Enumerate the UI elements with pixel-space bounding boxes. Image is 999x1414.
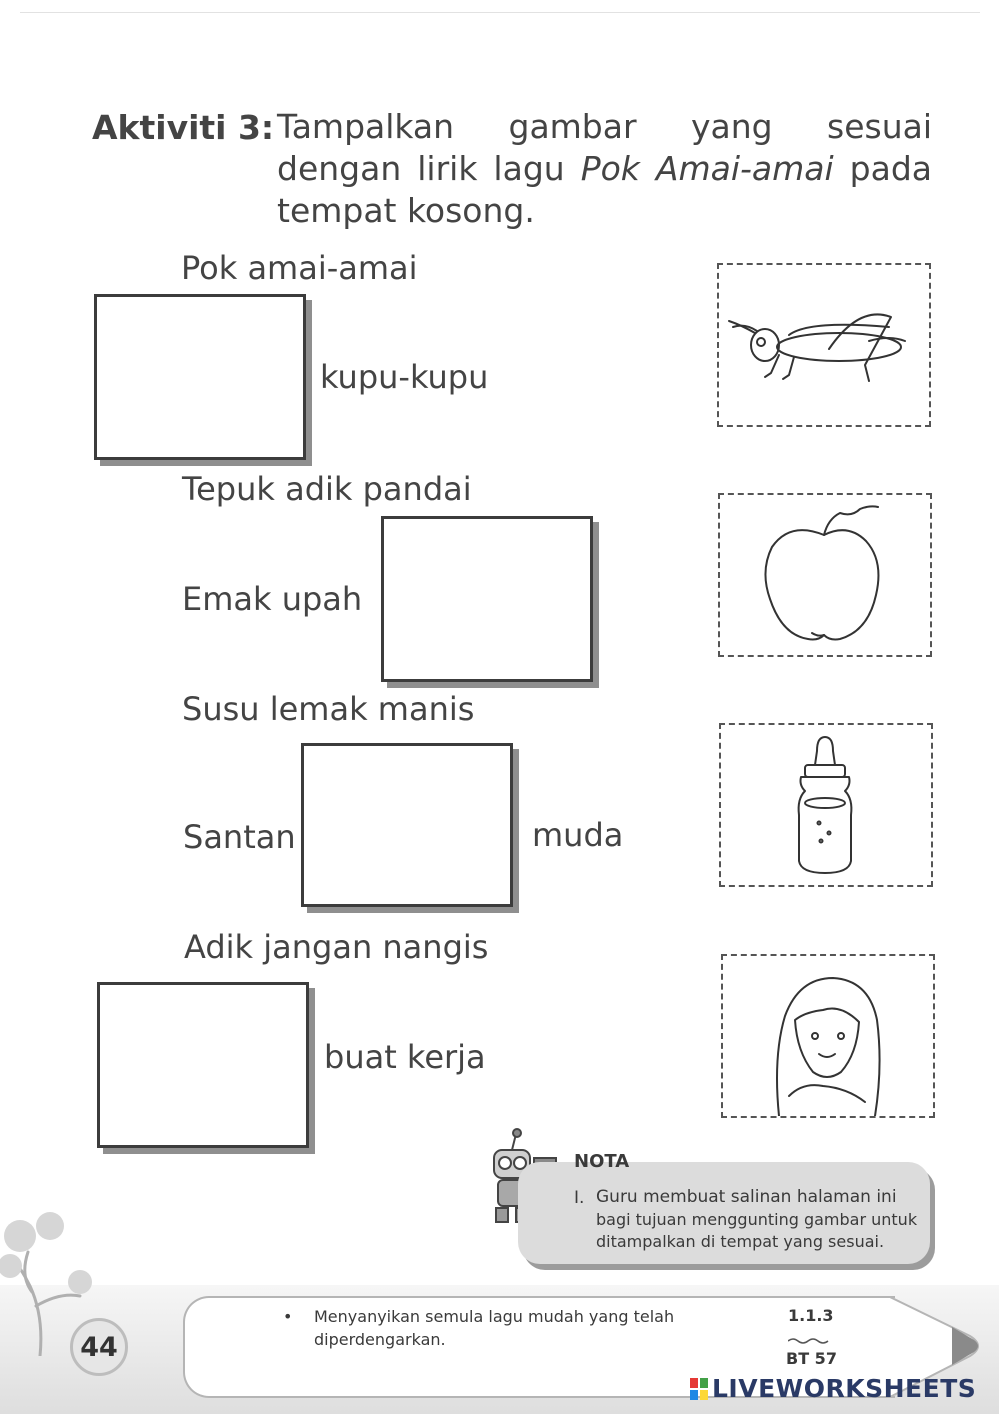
picture-card-grasshopper[interactable] bbox=[717, 263, 931, 427]
girl-in-hijab-icon bbox=[723, 956, 933, 1116]
standard-code: 1.1.3 bbox=[788, 1306, 834, 1325]
top-border-line bbox=[20, 12, 980, 13]
lyric-line-3: Tepuk adik pandai bbox=[182, 470, 472, 508]
footer-line-2: diperdengarkan. bbox=[314, 1330, 446, 1349]
page-number: 44 bbox=[70, 1318, 128, 1376]
footer-bullet: • bbox=[283, 1307, 293, 1326]
milk-bottle-icon bbox=[721, 725, 931, 885]
lyric-line-1: Pok amai-amai bbox=[181, 249, 418, 287]
instruction-text-1: Tampalkan gambar yang sesuai dengan lirik lagu bbox=[277, 107, 932, 188]
nota-title: NOTA bbox=[574, 1151, 630, 1172]
instruction-text-2: pada tempat kosong. bbox=[277, 149, 933, 230]
lyric-line-7: Adik jangan nangis bbox=[184, 928, 489, 966]
apple-icon bbox=[720, 495, 930, 655]
activity-instruction bbox=[277, 106, 932, 232]
picture-card-girl[interactable] bbox=[721, 954, 935, 1118]
song-title: Pok Amai-amai bbox=[580, 149, 834, 188]
footer-line-1: Menyanyikan semula lagu mudah yang telah bbox=[314, 1307, 675, 1326]
drop-box-4[interactable] bbox=[97, 982, 309, 1148]
nota-number: I. bbox=[574, 1188, 585, 1208]
wave-divider-icon bbox=[788, 1337, 832, 1345]
nota-line-3: ditampalkan di tempat yang sesuai. bbox=[596, 1232, 885, 1251]
lyric-line-8: buat kerja bbox=[324, 1038, 486, 1076]
nota-line-2: bagi tujuan menggunting gambar untuk bbox=[596, 1210, 918, 1229]
lyric-line-6-end: muda bbox=[532, 816, 624, 854]
lyric-line-6-start: Santan bbox=[183, 818, 296, 856]
picture-card-apple[interactable] bbox=[718, 493, 932, 657]
liveworksheets-logo-icon bbox=[690, 1378, 708, 1400]
nota-line-1: Guru membuat salinan halaman ini bbox=[596, 1187, 897, 1207]
grasshopper-icon bbox=[719, 265, 929, 425]
lyric-line-4: Emak upah bbox=[182, 580, 363, 618]
drop-box-1[interactable] bbox=[94, 294, 306, 460]
lyric-line-2: kupu-kupu bbox=[320, 358, 489, 396]
book-code: BT 57 bbox=[786, 1349, 837, 1368]
drop-box-3[interactable] bbox=[301, 743, 513, 907]
lyric-line-5: Susu lemak manis bbox=[182, 690, 475, 728]
picture-card-milk-bottle[interactable] bbox=[719, 723, 933, 887]
drop-box-2[interactable] bbox=[381, 516, 593, 682]
activity-label: Aktiviti 3: bbox=[92, 108, 275, 147]
liveworksheets-watermark: LIVEWORKSHEETS bbox=[712, 1374, 977, 1403]
code-divider bbox=[788, 1330, 832, 1338]
